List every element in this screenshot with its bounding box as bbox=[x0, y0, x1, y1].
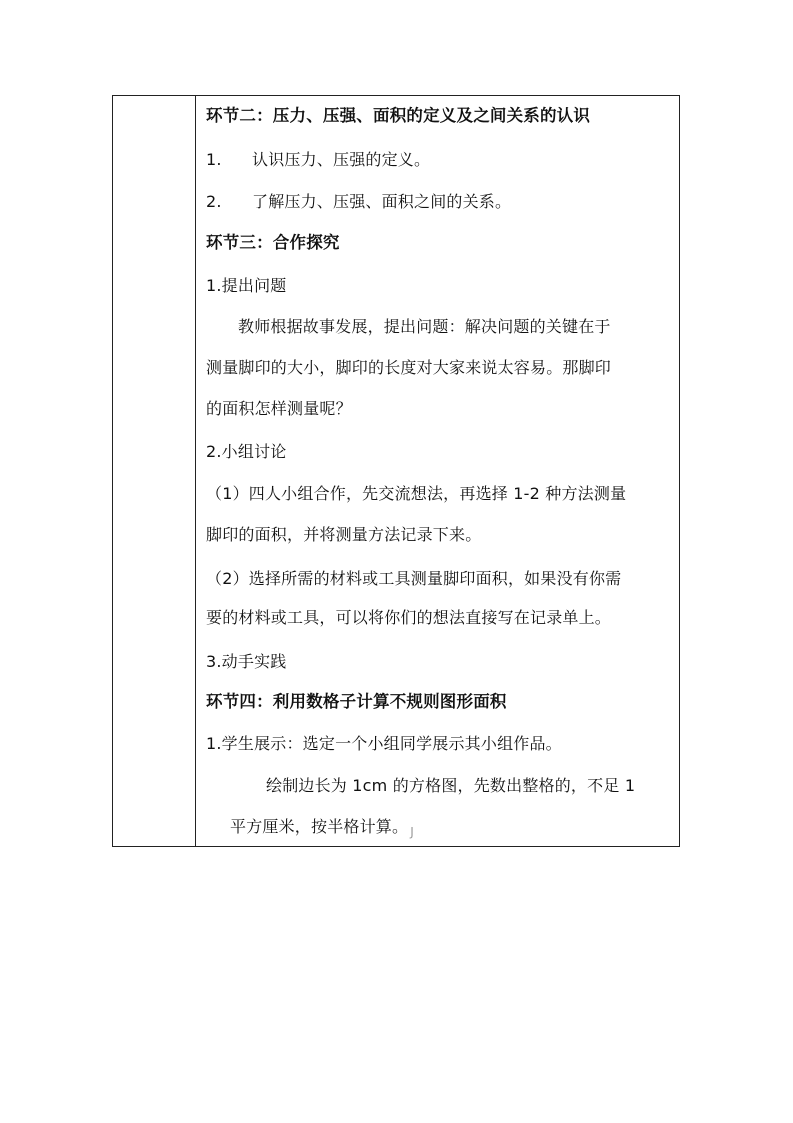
section3-step1-title: 1.提出问题 bbox=[206, 276, 287, 295]
section3-step2-p1-line1: （1）四人小组合作，先交流想法，再选择 1-2 种方法测量 bbox=[206, 484, 627, 503]
table-left-column bbox=[113, 96, 196, 846]
table-content-column bbox=[196, 96, 680, 846]
section3-step2-title: 2.小组讨论 bbox=[206, 442, 287, 461]
section3-step1-line1: 教师根据故事发展，提出问题：解决问题的关键在于 bbox=[238, 317, 611, 336]
section3-step3-title: 3.动手实践 bbox=[206, 652, 287, 671]
paragraph-mark: J bbox=[410, 825, 414, 839]
section4-step1-title: 1.学生展示：选定一个小组同学展示其小组作品。 bbox=[206, 734, 562, 753]
section3-heading: 环节三：合作探究 bbox=[206, 233, 340, 252]
section4-step1-line1: 绘制边长为 1cm 的方格图，先数出整格的，不足 1 bbox=[266, 776, 636, 795]
section3-step1-line3: 的面积怎样测量呢？ bbox=[206, 399, 352, 418]
section2-heading: 环节二：压力、压强、面积的定义及之间关系的认识 bbox=[206, 106, 591, 125]
section2-item-1 bbox=[206, 150, 430, 170]
item-number: 2. bbox=[206, 192, 222, 211]
section2-item-2 bbox=[206, 192, 511, 212]
section3-step1-line2: 测量脚印的大小，脚印的长度对大家来说太容易。那脚印 bbox=[206, 358, 612, 377]
lesson-table bbox=[112, 95, 680, 847]
item-number: 1. bbox=[206, 150, 222, 169]
section4-step1-line2 bbox=[230, 817, 414, 842]
section3-step2-p1-line2: 脚印的面积，并将测量方法记录下来。 bbox=[206, 525, 482, 544]
section3-step2-p2-line1: （2）选择所需的材料或工具测量脚印面积，如果没有你需 bbox=[206, 569, 622, 588]
section3-step2-p2-line2: 要的材料或工具，可以将你们的想法直接写在记录单上。 bbox=[206, 608, 612, 627]
item-text: 认识压力、压强的定义。 bbox=[252, 150, 431, 169]
item-text: 了解压力、压强、面积之间的关系。 bbox=[252, 192, 512, 211]
line-text: 平方厘米，按半格计算。 bbox=[230, 817, 409, 836]
section4-heading: 环节四：利用数格子计算不规则图形面积 bbox=[206, 692, 507, 711]
